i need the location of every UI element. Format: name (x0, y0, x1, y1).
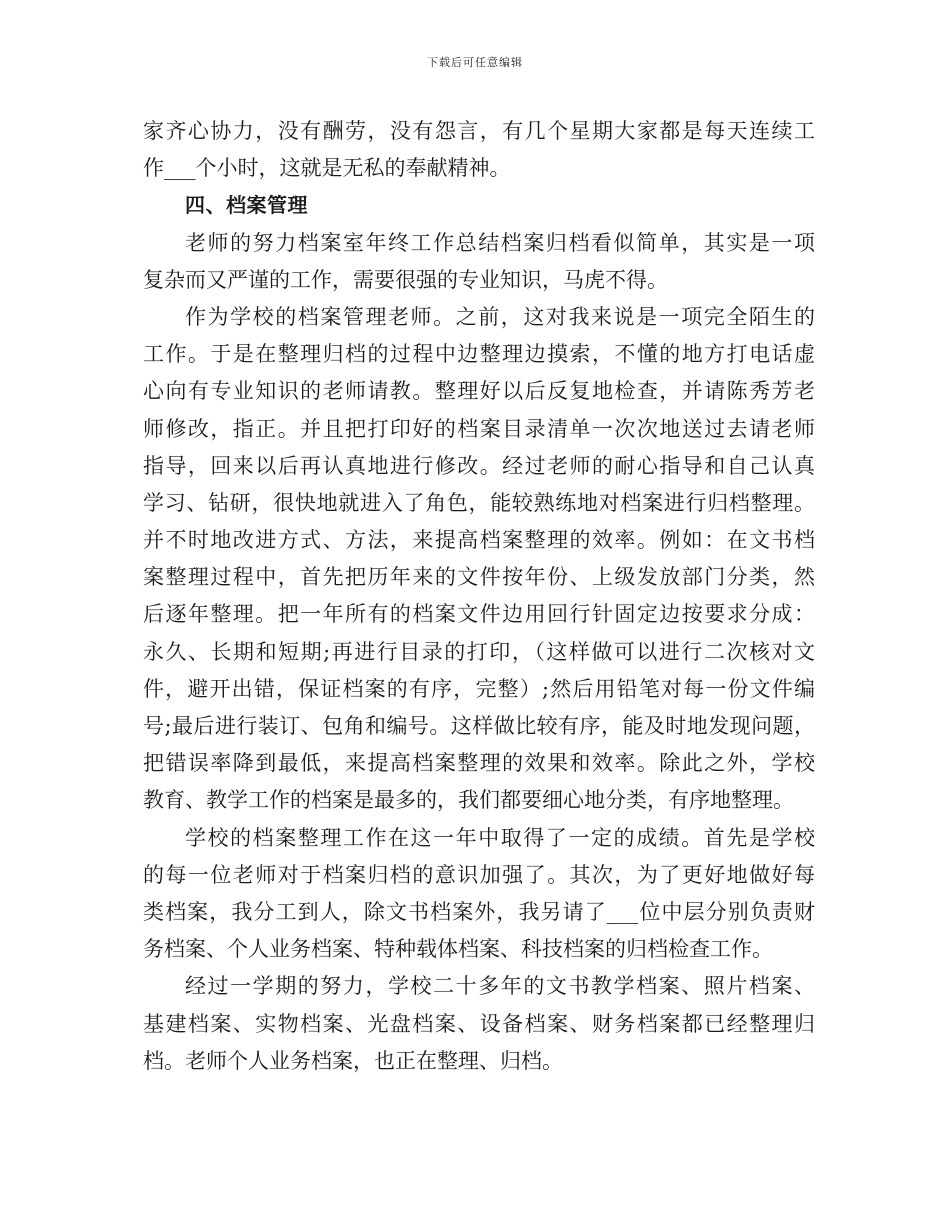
paragraph-line: 教育、教学工作的档案是最多的，我们都要细心地分类，有序地整理。 (143, 788, 794, 813)
page-header: 下载后可任意编辑 (427, 56, 523, 69)
paragraph-line: 并不时地改进方式、方法，来提高档案整理的效率。例如：在文书档 (143, 528, 815, 553)
section-heading: 四、档案管理 (185, 193, 308, 218)
paragraph-line: 基建档案、实物档案、光盘档案、设备档案、财务档案都已经整理归 (143, 1011, 815, 1036)
paragraph-line: 家齐心协力，没有酬劳，没有怨言，有几个星期大家都是每天连续工 (143, 119, 815, 143)
paragraph-line: 作为学校的档案管理老师。之前，这对我来说是一项完全陌生的 (185, 304, 815, 329)
paragraph-line: 永久、长期和短期;再进行目录的打印，（这样做可以进行二次核对文 (143, 639, 815, 664)
paragraph-line: 档。老师个人业务档案，也正在整理、归档。 (143, 1048, 563, 1073)
paragraph-line: 件，避开出错，保证档案的有序，完整）;然后用铅笔对每一份文件编 (143, 676, 815, 701)
paragraph-line: 作___个小时，这就是无私的奉献精神。 (143, 156, 511, 181)
paragraph-line: 工作。于是在整理归档的过程中边整理边摸索，不懂的地方打电话虚 (143, 342, 815, 367)
paragraph-line: 复杂而又严谨的工作，需要很强的专业知识，马虎不得。 (143, 267, 668, 292)
paragraph-line: 后逐年整理。把一年所有的档案文件边用回行针固定边按要求分成： (143, 602, 815, 627)
paragraph-line: 务档案、个人业务档案、特种载体档案、科技档案的归档检查工作。 (143, 937, 773, 962)
paragraph-line: 经过一学期的努力，学校二十多年的文书教学档案、照片档案、 (185, 974, 815, 999)
paragraph-line: 学习、钻研，很快地就进入了角色，能较熟练地对档案进行归档整理。 (143, 490, 815, 515)
document-body (143, 113, 815, 1080)
paragraph-line: 心向有专业知识的老师请教。整理好以后反复地检查，并请陈秀芳老 (143, 379, 815, 404)
paragraph-line: 号;最后进行装订、包角和编号。这样做比较有序，能及时地发现问题， (143, 714, 815, 738)
paragraph-line: 老师的努力档案室年终工作总结档案归档看似简单，其实是一项 (185, 230, 815, 255)
paragraph-line: 学校的档案整理工作在这一年中取得了一定的成绩。首先是学校 (185, 825, 815, 850)
paragraph-line: 类档案，我分工到人，除文书档案外，我另请了___位中层分别负责财 (143, 899, 815, 924)
paragraph-line: 指导，回来以后再认真地进行修改。经过老师的耐心指导和自己认真 (143, 453, 815, 478)
paragraph-line: 案整理过程中，首先把历年来的文件按年份、上级发放部门分类，然 (143, 565, 815, 590)
paragraph-line: 把错误率降到最低，来提高档案整理的效果和效率。除此之外，学校 (143, 751, 815, 776)
paragraph-line: 的每一位老师对于档案归档的意识加强了。其次，为了更好地做好每 (143, 862, 815, 887)
paragraph-line: 师修改，指正。并且把打印好的档案目录清单一次次地送过去请老师 (143, 416, 815, 441)
